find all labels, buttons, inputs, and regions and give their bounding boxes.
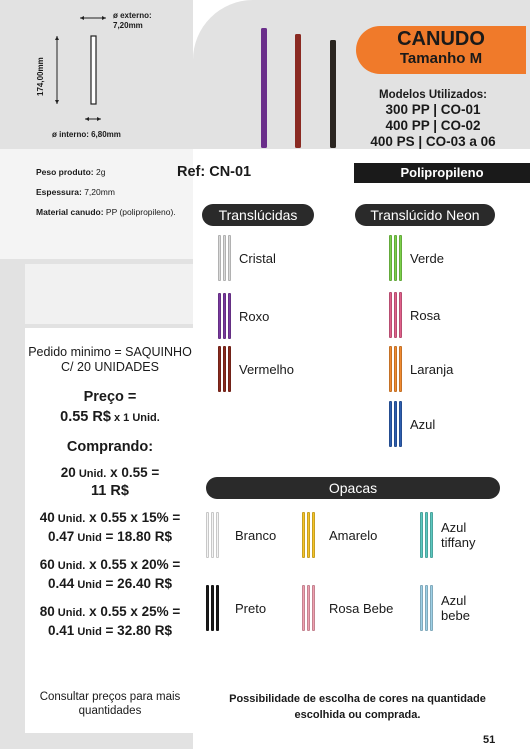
color-option-rosa-bebe: [302, 585, 393, 631]
color-label: Azul: [410, 416, 436, 432]
material-tag: Polipropileno: [354, 163, 530, 183]
straw: [430, 585, 433, 631]
straw: [211, 585, 214, 631]
dimension-diagram: [0, 0, 193, 149]
straw-swatch: [420, 512, 433, 558]
straw: [420, 512, 423, 558]
reference-code: Ref: CN-01: [177, 164, 252, 180]
straw: [394, 235, 397, 281]
color-label: Vermelho: [239, 361, 294, 377]
thickness-spec: Espessura: 7,20mm: [36, 187, 115, 197]
straw: [394, 346, 397, 392]
straw: [216, 512, 219, 558]
straw: [218, 235, 221, 281]
straw: [206, 512, 209, 558]
section-translucent: Translúcidas: [202, 204, 314, 226]
minimum-order: Pedido minimo = SAQUINHO C/ 20 UNIDADES: [28, 345, 192, 374]
straw: [389, 401, 392, 447]
color-option-branco: [206, 512, 276, 558]
color-option-amarelo: [302, 512, 377, 558]
color-label: Laranja: [410, 361, 454, 377]
header-straw: [295, 34, 301, 148]
spec-box: [0, 149, 193, 259]
color-label: Cristal: [239, 250, 276, 266]
straw-swatch: [389, 292, 402, 338]
tier-40: 40 Unid. x 0.55 x 15% = 0.47 Unid = 18.80 R$: [39, 510, 181, 544]
straw-swatch: [302, 512, 315, 558]
product-subtitle: Tamanho M: [399, 50, 483, 67]
straw: [399, 292, 402, 338]
tier-20: 20 Unid. x 0.55 = 11 R$: [60, 465, 160, 499]
straw-swatch: [389, 235, 402, 281]
color-label: Verde: [410, 250, 444, 266]
straw: [218, 293, 221, 339]
straw-swatch: [218, 293, 231, 339]
models-heading: Modelos Utilizados:: [379, 89, 487, 101]
color-label: Roxo: [239, 308, 270, 324]
straw: [394, 401, 397, 447]
straw-swatch: [206, 512, 219, 558]
color-option-verde: [389, 235, 444, 281]
color-label: Branco: [235, 527, 277, 543]
straw: [389, 346, 392, 392]
straw: [218, 346, 221, 392]
straw-swatch: [420, 585, 433, 631]
model-line: 400 PP | CO-02: [385, 118, 481, 133]
straw-swatch: [206, 585, 219, 631]
straw: [399, 346, 402, 392]
straw: [228, 293, 231, 339]
straw: [302, 585, 305, 631]
straw-swatch: [389, 401, 402, 447]
color-option-roxo: [218, 293, 269, 339]
straw: [307, 512, 310, 558]
inner-diameter-label: ø interno: 6,80mm: [52, 130, 121, 139]
color-label: Preto: [235, 600, 267, 616]
header-straw: [330, 40, 336, 148]
straw: [399, 235, 402, 281]
straw: [223, 293, 226, 339]
color-option-azul-tiffany: [420, 512, 491, 558]
weight-spec: Peso produto: 2g: [36, 167, 106, 177]
color-label: Rosa: [410, 307, 441, 323]
color-option-rosa: [389, 292, 440, 338]
material-spec: Material canudo: PP (polipropileno).: [36, 207, 176, 217]
straw: [228, 346, 231, 392]
section-opaque: Opacas: [206, 477, 500, 499]
pricing-box: [25, 328, 195, 733]
page-number: 51: [483, 734, 496, 746]
straw-swatch: [218, 235, 231, 281]
straw: [425, 512, 428, 558]
straw-swatch: [218, 346, 231, 392]
color-option-azul-bebe: [420, 585, 481, 631]
straw: [312, 585, 315, 631]
buying-heading: Comprando:: [66, 439, 154, 455]
straw: [223, 346, 226, 392]
straw: [228, 235, 231, 281]
straw-dimension-drawing: [0, 0, 193, 149]
color-option-azul: [389, 401, 435, 447]
model-line: 300 PP | CO-01: [385, 102, 481, 117]
left-strip-panel: [25, 264, 193, 324]
straw: [216, 585, 219, 631]
color-choice-note: Possibilidade de escolha de cores na quantidade escolhida ou comprada.: [229, 693, 486, 721]
color-option-preto: [206, 585, 266, 631]
length-label: 174,00mm: [36, 57, 45, 96]
color-option-laranja: [389, 346, 453, 392]
straw: [223, 235, 226, 281]
price-heading: Preço =: [83, 389, 137, 405]
tier-60: 60 Unid. x 0.55 x 20% = 0.44 Unid = 26.40 R$: [39, 557, 181, 591]
product-title: CANUDO: [397, 28, 485, 50]
straw: [302, 512, 305, 558]
models-block: [340, 88, 526, 150]
straw: [206, 585, 209, 631]
color-label: Amarelo: [329, 527, 378, 543]
more-quantities-note: Consultar preços para mais quantidades: [39, 691, 181, 717]
straw: [211, 512, 214, 558]
straw: [389, 235, 392, 281]
color-label: Azul bebe: [441, 593, 470, 623]
straw-swatch: [302, 585, 315, 631]
unit-price: 0.55 R$ x 1 Unid.: [60, 409, 160, 425]
outer-diameter-label: ø externo: 7,20mm: [113, 11, 152, 30]
straw: [420, 585, 423, 631]
straw: [307, 585, 310, 631]
straw: [425, 585, 428, 631]
tier-80: 80 Unid. x 0.55 x 25% = 0.41 Unid = 32.80 R$: [39, 604, 181, 638]
straw: [394, 292, 397, 338]
straw: [389, 292, 392, 338]
color-option-vermelho: [218, 346, 294, 392]
model-line: 400 PS | CO-03 a 06: [370, 134, 496, 149]
header-straw: [261, 28, 267, 148]
title-badge: [356, 26, 526, 74]
straw: [399, 401, 402, 447]
straw-swatch: [389, 346, 402, 392]
straw: [312, 512, 315, 558]
color-option-cristal: [218, 235, 276, 281]
section-neon: Translúcido Neon: [355, 204, 495, 226]
color-label: Azul tiffany: [441, 520, 476, 550]
straw: [430, 512, 433, 558]
color-label: Rosa Bebe: [329, 600, 394, 616]
